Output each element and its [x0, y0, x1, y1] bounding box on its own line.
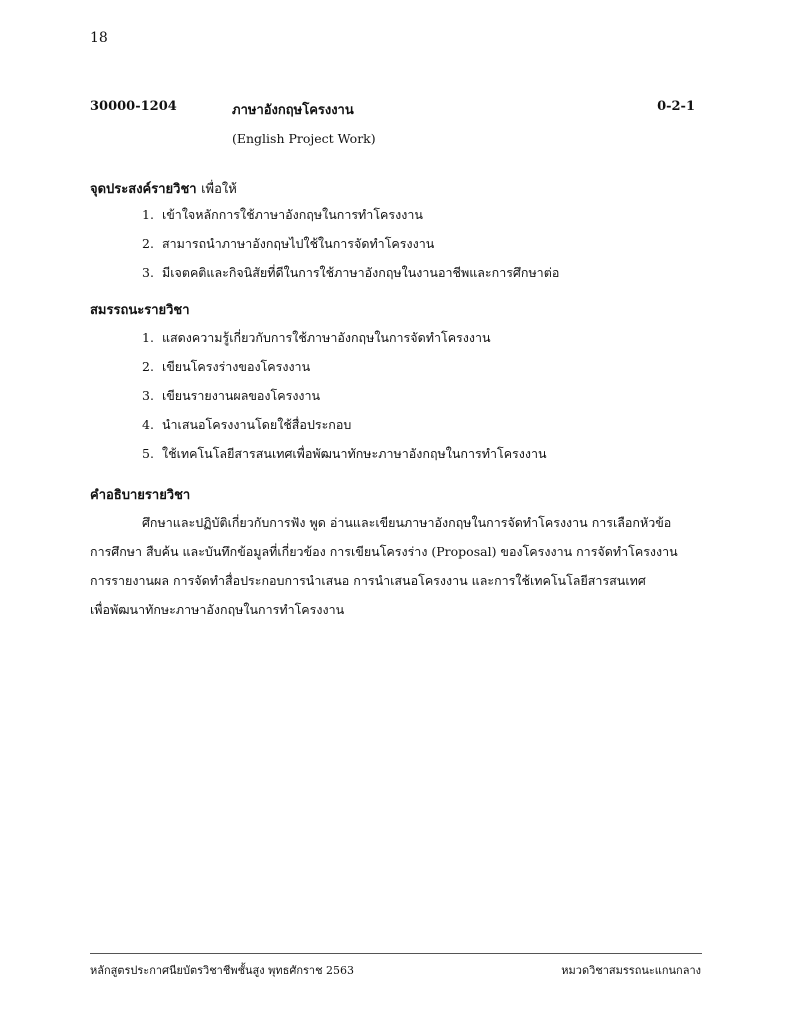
list-item-text: เขียนโครงร่างของโครงงาน	[161, 359, 311, 374]
list-item-number: 5.	[142, 446, 154, 461]
list-item	[142, 234, 559, 263]
list-item-number: 2.	[142, 236, 154, 251]
objectives-list	[142, 205, 559, 292]
competencies-list	[142, 328, 547, 473]
list-item-number: 3.	[142, 265, 154, 280]
footer-divider	[90, 953, 702, 954]
list-item	[142, 415, 547, 444]
list-item-number: 1.	[142, 207, 154, 222]
list-item-number: 3.	[142, 388, 154, 403]
list-item-text: มีเจตคติและกิจนิสัยที่ดีในการใช้ภาษาอังกฤษในงานอาชีพและการศึกษาต่อ	[161, 265, 560, 280]
list-item-number: 1.	[142, 330, 154, 345]
course-credits: 0-2-1	[657, 99, 695, 114]
course-title-thai: ภาษาอังกฤษโครงงาน	[232, 103, 354, 118]
page-number: 18	[90, 30, 108, 46]
objectives-heading	[90, 178, 237, 199]
list-item-text: เขียนรายงานผลของโครงงาน	[161, 388, 321, 403]
description-line: ศึกษาและปฏิบัติเกี่ยวกับการฟัง พูด อ่านและเขียนภาษาอังกฤษในการจัดทำโครงงาน การเลือกหัวข้อ	[142, 515, 672, 530]
list-item	[142, 357, 547, 386]
competencies-heading: สมรรถนะรายวิชา	[90, 303, 190, 318]
list-item	[142, 444, 547, 473]
list-item	[142, 386, 547, 415]
description-line: เพื่อพัฒนาทักษะภาษาอังกฤษในการทำโครงงาน	[90, 602, 345, 617]
list-item	[142, 263, 559, 292]
objectives-heading-suffix: เพื่อให้	[201, 182, 237, 197]
course-title-english: (English Project Work)	[232, 131, 376, 146]
description-heading: คำอธิบายรายวิชา	[90, 488, 191, 503]
description-line: การศึกษา สืบค้น และบันทึกข้อมูลที่เกี่ยวข้อง การเขียนโครงร่าง (Proposal) ของโครงงาน การจัดทำโครงงาน	[90, 544, 678, 559]
list-item-text: ใช้เทคโนโลยีสารสนเทศเพื่อพัฒนาทักษะภาษาอังกฤษในการทำโครงงาน	[161, 446, 547, 461]
list-item-text: นำเสนอโครงงานโดยใช้สื่อประกอบ	[161, 417, 352, 432]
course-code: 30000-1204	[90, 99, 177, 114]
list-item-number: 4.	[142, 417, 154, 432]
description-line: การรายงานผล การจัดทำสื่อประกอบการนำเสนอ การนำเสนอโครงงาน และการใช้เทคโนโลยีสารสนเทศ	[90, 573, 646, 588]
objectives-heading-label: จุดประสงค์รายวิชา	[90, 182, 197, 197]
list-item-text: แสดงความรู้เกี่ยวกับการใช้ภาษาอังกฤษในการจัดทำโครงงาน	[161, 330, 491, 345]
description-paragraph	[90, 513, 702, 629]
list-item-number: 2.	[142, 359, 154, 374]
footer-category: หมวดวิชาสมรรถนะแกนกลาง	[561, 964, 701, 977]
list-item	[142, 205, 559, 234]
list-item-text: เข้าใจหลักการใช้ภาษาอังกฤษในการทำโครงงาน	[161, 207, 423, 222]
list-item	[142, 328, 547, 357]
footer-curriculum: หลักสูตรประกาศนียบัตรวิชาชีพชั้นสูง พุทธศักราช 2563	[90, 964, 355, 977]
list-item-text: สามารถนำภาษาอังกฤษไปใช้ในการจัดทำโครงงาน	[161, 236, 435, 251]
